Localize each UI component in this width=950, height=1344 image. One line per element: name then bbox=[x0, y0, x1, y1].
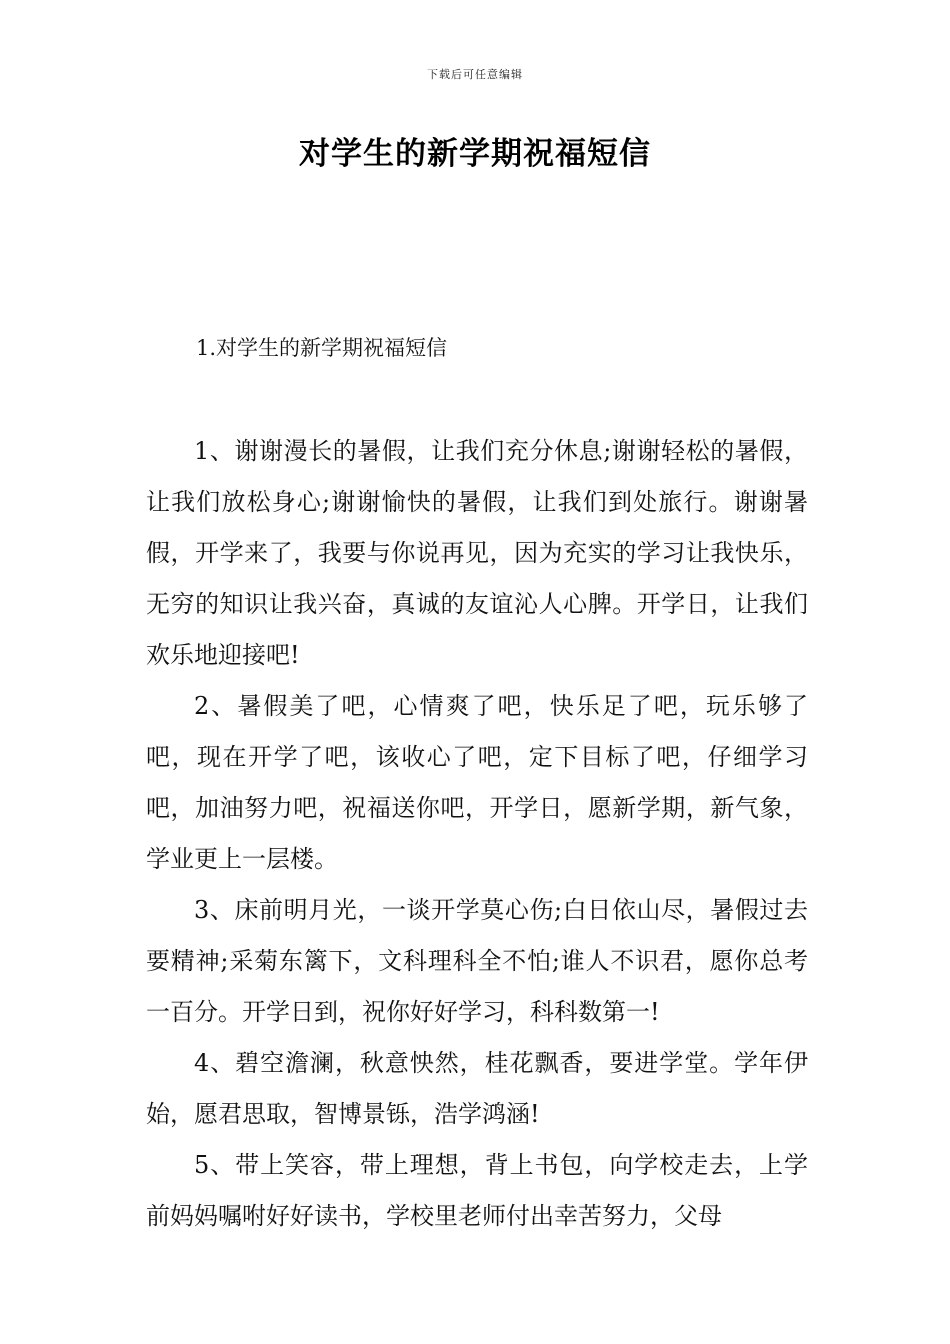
body-text bbox=[146, 426, 808, 1242]
paragraph-2: 2、暑假美了吧，心情爽了吧，快乐足了吧，玩乐够了吧，现在开学了吧，该收心了吧，定下目标了吧，仔细学习吧，加油努力吧，祝福送你吧，开学日，愿新学期，新气象，学业更上一层楼。 bbox=[146, 692, 808, 873]
document-title: 对学生的新学期祝福短信 bbox=[299, 136, 651, 172]
paragraph-1: 1、谢谢漫长的暑假，让我们充分休息;谢谢轻松的暑假，让我们放松身心;谢谢愉快的暑假，让我们到处旅行。谢谢暑假，开学来了，我要与你说再见，因为充实的学习让我快乐，无穷的知识让我兴奋，真诚的友谊沁人心脾。开学日，让我们欢乐地迎接吧! bbox=[146, 437, 808, 669]
section-heading: 1.对学生的新学期祝福短信 bbox=[196, 336, 448, 360]
paragraph-3: 3、床前明月光，一谈开学莫心伤;白日依山尽，暑假过去要精神;采菊东篱下，文科理科全不怕;谁人不识君，愿你总考一百分。开学日到，祝你好好学习，科科数第一! bbox=[146, 896, 808, 1026]
paragraph-5: 5、带上笑容，带上理想，背上书包，向学校走去，上学前妈妈嘱咐好好读书，学校里老师付出幸苦努力，父母 bbox=[146, 1151, 808, 1230]
paragraph-4: 4、碧空澹澜，秋意怏然，桂花飘香，要进学堂。学年伊始，愿君思取，智博景铄，浩学鸿涵! bbox=[146, 1049, 808, 1128]
header-note: 下载后可任意编辑 bbox=[427, 68, 523, 81]
